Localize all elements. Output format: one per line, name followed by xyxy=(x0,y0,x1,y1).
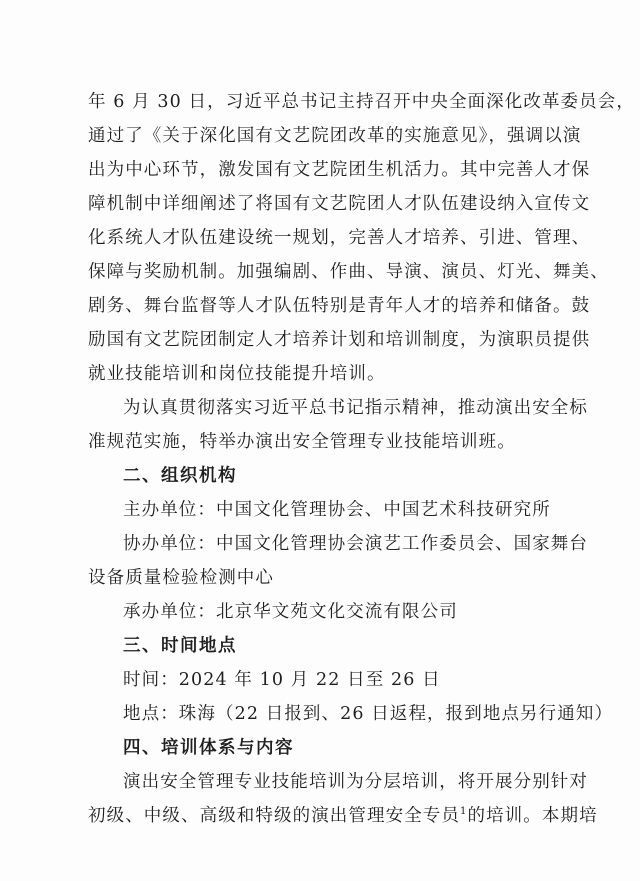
body-text-line: 为认真贯彻落实习近平总书记指示精神，推动演出安全标 xyxy=(123,398,588,418)
body-text-line: 准规范实施，特举办演出安全管理专业技能培训班。 xyxy=(88,432,516,452)
body-text-line: 通过了《关于深化国有文艺院团改革的实施意见》，强调以演 xyxy=(88,126,582,146)
co-host-unit-line: 协办单位：中国文化管理协会演艺工作委员会、国家舞台 xyxy=(123,534,588,554)
co-host-unit-line: 设备质量检验检测中心 xyxy=(88,568,274,588)
organizer-unit-line: 承办单位：北京华文苑文化交流有限公司 xyxy=(123,602,458,622)
time-line: 时间：2024 年 10 月 22 日至 26 日 xyxy=(123,670,441,690)
body-text-fragment: 初级、中级、高级和特级的演出管理安全专员 xyxy=(88,806,460,826)
body-text-line: 励国有文艺院团制定人才培养计划和培训制度，为演职员提供 xyxy=(88,330,591,350)
body-text-fragment: 的培训。本期培 xyxy=(467,806,598,826)
body-text-line: 障机制中详细阐述了将国有文艺院团人才队伍建设纳入宣传文 xyxy=(88,194,591,214)
body-text-line: 演出安全管理专业技能培训为分层培训，将开展分别针对 xyxy=(123,772,588,792)
body-text-line: 化系统人才队伍建设统一规划，完善人才培养、引进、管理、 xyxy=(88,228,591,248)
footnote-marker: 1 xyxy=(460,806,468,818)
location-line: 地点：珠海（22 日报到、26 日返程，报到地点另行通知） xyxy=(123,704,614,724)
body-text-line: 就业技能培训和岗位技能提升培训。 xyxy=(88,364,386,384)
body-text-line: 剧务、舞台监督等人才队伍特别是青年人才的培养和储备。鼓 xyxy=(88,296,591,316)
body-text-line: 保障与奖励机制。加强编剧、作曲、导演、演员、灯光、舞美、 xyxy=(88,262,609,282)
section-heading: 二、组织机构 xyxy=(123,466,237,486)
body-text-line: 出为中心环节，激发国有文艺院团生机活力。其中完善人才保 xyxy=(88,160,591,180)
section-heading: 三、时间地点 xyxy=(123,636,237,656)
host-unit-line: 主办单位：中国文化管理协会、中国艺术科技研究所 xyxy=(123,500,551,520)
section-heading: 四、培训体系与内容 xyxy=(123,738,294,758)
body-text-line xyxy=(88,805,598,827)
body-text-line: 年 6 月 30 日，习近平总书记主持召开中央全面深化改革委员会， xyxy=(88,92,635,112)
